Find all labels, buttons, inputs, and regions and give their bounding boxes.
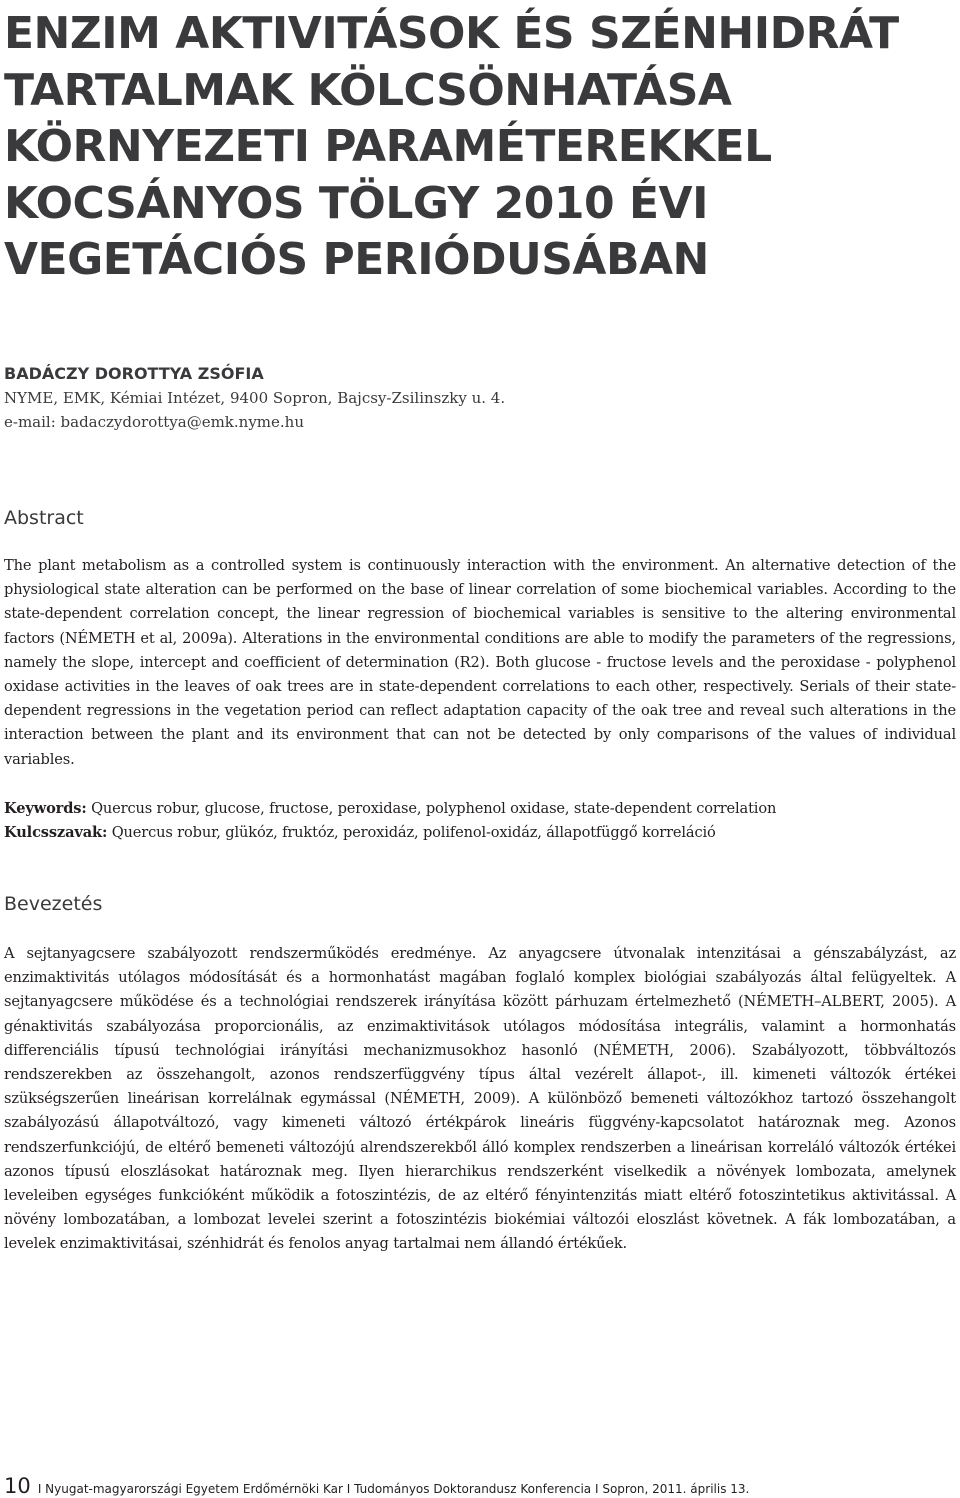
keywords-block [4,797,956,845]
title-line: VEGETÁCIÓS PERIÓDUSÁBAN [4,234,709,285]
author-email: e-mail: badaczydorottya@emk.nyme.hu [4,413,304,431]
kulcsszavak-label: Kulcsszavak: [4,824,108,841]
intro-text: A sejtanyagcsere szabályozott rendszerműködés eredménye. Az anyagcsere útvonalak intenzitásai a génszabályzást, az enzimaktivitás utólagos módosítását és a hormonhatást magában foglaló komplex biológiai szabályozás által felügyeltek. A sejtanyagcsere működése és a technológiai rendszerek irányítása között párhuzam értelmezhető (NÉMETH–ALBERT, 2005). A génaktivitás szabályozása proporcionális, az enzimaktivitások utólagos módosítása integrális, valamint a hormonhatás differenciális típusú technológiai irányítási mechanizmusokhoz hasonló (NÉMETH, 2006). Szabályozott, többváltozós rendszerekben az összehangolt, azonos rendszerfüggvény típus által vezérelt állapot-, ill. kimeneti változók értékei szükségszerűen lineárisan korrelálnak egymással (NÉMETH, 2009). A különböző bemeneti változókhoz tartozó összehangolt szabályozású állapotváltozó, vagy kimeneti változó értékpárok lineáris függvény-kapcsolatot határoznak meg. Azonos rendszerfunkciójú, de eltérő bemeneti változójú alrendszerekből álló komplex rendszerben a lineárisan korreláló változók értékei azonos típusú eloszlásokat határoznak meg. Ilyen hierarchikus rendszerként viselkedik a növények lombozata, amelynek leveleiben egységes funkcióként működik a fotoszintézis, de az eltérő fényintenzitás miatt eltérő fotoszintetikus aktivitással. A növény lombozatában, a lombozat levelei szerint a fotoszintézis biokémiai változói eloszlást követnek. A fák lombozatában, a levelek enzimaktivitásai, szénhidrát és fenolos anyag tartalmai nem állandó értékűek. [4,945,956,1253]
title-line: ENZIM AKTIVITÁSOK ÉS SZÉNHIDRÁT [4,8,899,59]
paper-title [4,6,904,289]
page-footer [4,1474,749,1498]
page-number: 10 [4,1474,31,1498]
intro-heading: Bevezetés [4,893,103,915]
author-name: BADÁCZY DOROTTYA ZSÓFIA [4,364,264,383]
abstract-text: The plant metabolism as a controlled system is continuously interaction with the environment. An alternative detection of the physiological state alteration can be performed on the base of linear correlation of some biochemical variables. According to the state-dependent correlation concept, the linear regression of biochemical variables is sensitive to the altering environmental factors (NÉMETH et al, 2009a). Alterations in the environmental conditions are able to modify the parameters of the regressions, namely the slope, intercept and coefficient of determination (R2). Both glucose - fructose levels and the peroxidase - polyphenol oxidase activities in the leaves of oak trees are in state-dependent correlations to each other, respectively. Serials of their state-dependent regressions in the vegetation period can reflect adaptation capacity of the oak tree and reveal such alterations in the interaction between the plant and its environment that can not be detected by only comparisons of the values of individual variables. [4,557,956,768]
keywords-label: Keywords: [4,800,87,817]
keywords-text: Quercus robur, glucose, fructose, peroxidase, polyphenol oxidase, state-dependent correlation [86,800,777,817]
kulcsszavak-row [4,821,956,845]
title-line: KÖRNYEZETI PARAMÉTEREKKEL [4,121,772,172]
title-line: KOCSÁNYOS TÖLGY 2010 ÉVI [4,177,708,229]
author-affiliation: NYME, EMK, Kémiai Intézet, 9400 Sopron, Bajcsy-Zsilinszky u. 4. [4,389,506,407]
author-block [4,362,904,434]
kulcsszavak-text: Quercus robur, glükóz, fruktóz, peroxidáz, polifenol-oxidáz, állapotfüggő korreláció [107,824,716,841]
footer-text: I Nyugat-magyarországi Egyetem Erdőmérnöki Kar I Tudományos Doktorandusz Konferencia I Sopron, 2011. április 13. [37,1482,750,1496]
abstract-heading: Abstract [4,507,84,529]
title-line: TARTALMAK KÖLCSÖNHATÁSA [4,64,732,116]
keywords-row [4,797,956,821]
